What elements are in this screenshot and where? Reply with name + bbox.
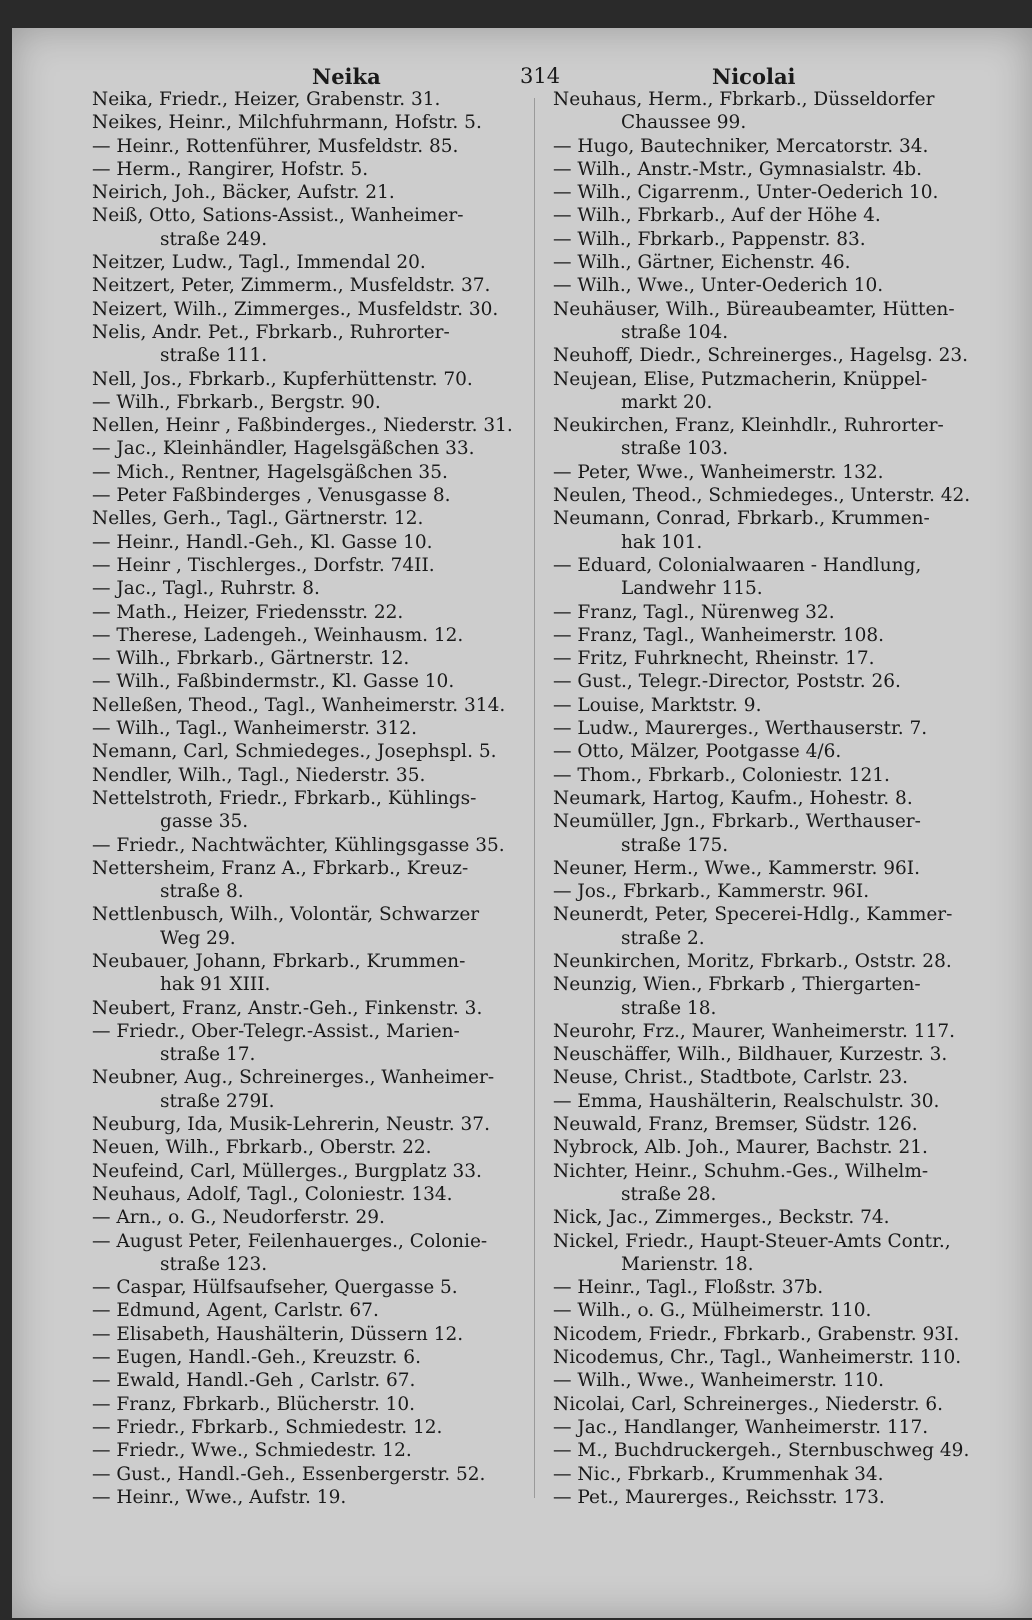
entry-line: Nettersheim, Franz A., Fbrkarb., Kreuz- — [92, 857, 469, 879]
entry-line: Neubauer, Johann, Fbrkarb., Krummen- — [92, 950, 466, 972]
header-last-entry: Nicolai — [712, 64, 796, 89]
entry-line: — Peter, Wwe., Wanheimerstr. 132. — [553, 461, 884, 483]
entry-line: — Edmund, Agent, Carlstr. 67. — [92, 1300, 379, 1322]
entry-line: — M., Buchdruckergeh., Sternbuschweg 49. — [553, 1440, 970, 1462]
entry-line: Neunzig, Wien., Fbrkarb , Thiergarten- — [553, 974, 921, 996]
entry-line: — Heinr , Tischlerges., Dorfstr. 74II. — [92, 554, 435, 576]
entry-line: Neuwald, Franz, Bremser, Südstr. 126. — [553, 1114, 918, 1136]
entry-line: Neuen, Wilh., Fbrkarb., Oberstr. 22. — [92, 1137, 432, 1159]
directory-entry — [92, 1183, 520, 1206]
entry-line: — Wilh., Fbrkarb., Bergstr. 90. — [92, 391, 381, 413]
directory-entry — [92, 88, 520, 111]
directory-entry — [553, 1416, 1003, 1439]
directory-entry — [553, 950, 1003, 973]
entry-line: — Wilh., Tagl., Wanheimerstr. 312. — [92, 718, 417, 740]
entry-continuation-line: Marienstr. 18. — [621, 1253, 754, 1275]
entry-line: Neunkirchen, Moritz, Fbrkarb., Oststr. 28. — [553, 950, 952, 972]
entry-line: Neuner, Herm., Wwe., Kammerstr. 96I. — [553, 857, 920, 879]
entry-line: — Wilh., Wwe., Unter-Oederich 10. — [553, 275, 884, 297]
entry-line: Nick, Jac., Zimmerges., Beckstr. 74. — [553, 1207, 890, 1229]
entry-line: — Arn., o. G., Neudorferstr. 29. — [92, 1207, 385, 1229]
entry-line: — August Peter, Feilenhauerges., Colonie- — [92, 1230, 488, 1252]
directory-entry — [553, 135, 1003, 158]
directory-entry — [92, 1206, 520, 1229]
entry-line: Neirich, Joh., Bäcker, Aufstr. 21. — [92, 182, 395, 204]
directory-entry — [92, 647, 520, 670]
directory-entry — [92, 554, 520, 577]
entry-line: Neizert, Wilh., Zimmerges., Musfeldstr. 30. — [92, 298, 499, 320]
directory-entry — [553, 1346, 1003, 1369]
directory-entry — [92, 1113, 520, 1136]
directory-entry — [553, 1020, 1003, 1043]
entry-line: — Math., Heizer, Friedensstr. 22. — [92, 601, 404, 623]
directory-entry — [553, 764, 1003, 787]
entry-continuation-line: gasse 35. — [160, 811, 249, 833]
entry-continuation-line: Landwehr 115. — [621, 578, 763, 600]
entry-line: — Heinr., Wwe., Aufstr. 19. — [92, 1486, 347, 1508]
entry-continuation-line: markt 20. — [621, 391, 713, 413]
directory-entry — [92, 601, 520, 624]
header-first-entry: Neika — [312, 64, 381, 89]
entry-line: — Jac., Tagl., Ruhrstr. 8. — [92, 578, 320, 600]
entry-line: — Wilh., Gärtner, Eichenstr. 46. — [553, 252, 851, 274]
entry-line: — Peter Faßbinderges , Venusgasse 8. — [92, 485, 451, 507]
directory-entry — [92, 997, 520, 1020]
column-divider — [534, 98, 535, 1498]
directory-entry — [553, 694, 1003, 717]
directory-entry — [553, 1486, 1003, 1509]
directory-entry — [553, 1393, 1003, 1416]
entry-line: — Friedr., Fbrkarb., Schmiedestr. 12. — [92, 1416, 443, 1438]
directory-entry — [92, 857, 520, 904]
entry-line: — Jac., Kleinhändler, Hagelsgäßchen 33. — [92, 438, 475, 460]
directory-entry — [92, 1463, 520, 1486]
directory-entry — [553, 857, 1003, 880]
entry-line: — Nic., Fbrkarb., Krummenhak 34. — [553, 1463, 884, 1485]
directory-entry — [553, 1230, 1003, 1277]
directory-entry — [553, 368, 1003, 415]
entry-line: Nybrock, Alb. Joh., Maurer, Bachstr. 21. — [553, 1137, 928, 1159]
directory-entry — [553, 670, 1003, 693]
entry-line: Neumüller, Jgn., Fbrkarb., Werthauser- — [553, 811, 921, 833]
entry-line: Neumann, Conrad, Fbrkarb., Krummen- — [553, 508, 930, 530]
directory-entry — [92, 1323, 520, 1346]
entry-line: Neukirchen, Franz, Kleinhdlr., Ruhrorter- — [553, 415, 944, 437]
entry-line: — Wilh., o. G., Mülheimerstr. 110. — [553, 1300, 872, 1322]
entry-line: Neubert, Franz, Anstr.-Geh., Finkenstr. 3. — [92, 997, 483, 1019]
directory-entry — [92, 1369, 520, 1392]
directory-entry — [553, 251, 1003, 274]
directory-entry — [553, 740, 1003, 763]
entry-continuation-line: straße 18. — [621, 997, 717, 1019]
entry-line: Nettelstroth, Friedr., Fbrkarb., Kühlings- — [92, 787, 477, 809]
directory-entry — [553, 1160, 1003, 1207]
directory-entry — [92, 764, 520, 787]
entry-line: — Franz, Tagl., Nürenweg 32. — [553, 601, 835, 623]
entry-continuation-line: straße 123. — [160, 1253, 268, 1275]
entry-line: — Mich., Rentner, Hagelsgäßchen 35. — [92, 461, 448, 483]
entry-line: Nemann, Carl, Schmiedeges., Josephspl. 5. — [92, 741, 497, 763]
entry-line: Neuhaus, Adolf, Tagl., Coloniestr. 134. — [92, 1183, 453, 1205]
entry-line: Nell, Jos., Fbrkarb., Kupferhüttenstr. 70. — [92, 368, 473, 390]
entry-line: — Wilh., Wwe., Wanheimerstr. 110. — [553, 1370, 885, 1392]
entry-line: — Fritz, Fuhrknecht, Rheinstr. 17. — [553, 648, 875, 670]
directory-entry — [553, 274, 1003, 297]
entry-line: — Herm., Rangirer, Hofstr. 5. — [92, 158, 369, 180]
entry-line: Neulen, Theod., Schmiedeges., Unterstr. 42. — [553, 485, 971, 507]
entry-continuation-line: straße 8. — [160, 881, 244, 903]
entry-line: Nelles, Gerh., Tagl., Gärtnerstr. 12. — [92, 508, 424, 530]
directory-entry — [92, 135, 520, 158]
entry-line: — Jac., Handlanger, Wanheimerstr. 117. — [553, 1416, 929, 1438]
entry-line: Neumark, Hartog, Kaufm., Hohestr. 8. — [553, 787, 913, 809]
directory-entry — [92, 670, 520, 693]
directory-entry — [92, 298, 520, 321]
directory-entry — [553, 344, 1003, 367]
entry-line: Neuhoff, Diedr., Schreinerges., Hagelsg. 23. — [553, 345, 969, 367]
entry-line: Neuhäuser, Wilh., Büreaubeamter, Hütten- — [553, 298, 955, 320]
entry-continuation-line: straße 104. — [621, 321, 729, 343]
directory-entry — [92, 204, 520, 251]
directory-entry — [553, 624, 1003, 647]
right-column — [553, 88, 1003, 1509]
entry-line: — Franz, Fbrkarb., Blücherstr. 10. — [92, 1393, 416, 1415]
directory-entry — [92, 274, 520, 297]
entry-line: — Thom., Fbrkarb., Coloniestr. 121. — [553, 764, 890, 786]
directory-entry — [553, 1369, 1003, 1392]
directory-entry — [92, 484, 520, 507]
entry-continuation-line: straße 175. — [621, 834, 729, 856]
left-column — [92, 88, 520, 1509]
directory-entry — [92, 321, 520, 368]
directory-entry — [92, 1299, 520, 1322]
entry-line: — Otto, Mälzer, Pootgasse 4/6. — [553, 741, 842, 763]
directory-entry — [553, 554, 1003, 601]
entry-line: Neuhaus, Herm., Fbrkarb., Düsseldorfer — [553, 89, 935, 110]
entry-line: — Wilh., Fbrkarb., Auf der Höhe 4. — [553, 205, 881, 227]
directory-entry — [92, 950, 520, 997]
directory-entry — [92, 391, 520, 414]
page-header — [12, 48, 1032, 88]
directory-entry — [553, 1439, 1003, 1462]
directory-entry — [553, 1043, 1003, 1066]
entry-line: — Friedr., Ober-Telegr.-Assist., Marien- — [92, 1020, 460, 1042]
entry-continuation-line: hak 91 XIII. — [160, 974, 271, 996]
entry-line: — Heinr., Tagl., Floßstr. 37b. — [553, 1277, 824, 1299]
entry-continuation-line: straße 17. — [160, 1044, 256, 1066]
entry-continuation-line: straße 111. — [160, 345, 268, 367]
directory-entry — [92, 1346, 520, 1369]
entry-line: Nellen, Heinr , Faßbinderges., Niederstr. 31. — [92, 415, 513, 437]
entry-line: — Caspar, Hülfsaufseher, Quergasse 5. — [92, 1277, 458, 1299]
directory-entry — [92, 787, 520, 834]
entry-continuation-line: straße 249. — [160, 228, 268, 250]
directory-entry — [92, 1393, 520, 1416]
entry-continuation-line: Weg 29. — [160, 927, 236, 949]
entry-line: Nichter, Heinr., Schuhm.-Ges., Wilhelm- — [553, 1160, 929, 1182]
directory-entry — [92, 577, 520, 600]
entry-line: Neuburg, Ida, Musik-Lehrerin, Neustr. 37. — [92, 1114, 490, 1136]
entry-line: — Friedr., Nachtwächter, Kühlingsgasse 35. — [92, 834, 505, 856]
directory-entry — [92, 624, 520, 647]
entry-continuation-line: straße 28. — [621, 1183, 717, 1205]
directory-entry — [92, 903, 520, 950]
entry-line: Neurohr, Frz., Maurer, Wanheimerstr. 117. — [553, 1020, 955, 1042]
entry-line: Neika, Friedr., Heizer, Grabenstr. 31. — [92, 89, 441, 110]
entry-line: — Jos., Fbrkarb., Kammerstr. 96I. — [553, 881, 870, 903]
directory-entry — [92, 251, 520, 274]
entry-line: — Therese, Ladengeh., Weinhausm. 12. — [92, 624, 464, 646]
directory-entry — [92, 694, 520, 717]
directory-entry — [92, 368, 520, 391]
entry-line: — Friedr., Wwe., Schmiedestr. 12. — [92, 1440, 412, 1462]
entry-line: Nelleßen, Theod., Tagl., Wanheimerstr. 314. — [92, 694, 506, 716]
entry-line: Neubner, Aug., Schreinerges., Wanheimer- — [92, 1067, 495, 1089]
directory-entry — [92, 1276, 520, 1299]
entry-line: Nendler, Wilh., Tagl., Niederstr. 35. — [92, 764, 426, 786]
entry-line: Neikes, Heinr., Milchfuhrmann, Hofstr. 5. — [92, 112, 482, 134]
directory-entry — [92, 437, 520, 460]
directory-entry — [553, 181, 1003, 204]
directory-entry — [553, 228, 1003, 251]
directory-entry — [92, 1439, 520, 1462]
entry-line: Nicodemus, Chr., Tagl., Wanheimerstr. 110. — [553, 1347, 962, 1369]
entry-line: — Wilh., Fbrkarb., Pappenstr. 83. — [553, 228, 866, 250]
entry-line: — Pet., Maurerges., Reichsstr. 173. — [553, 1486, 885, 1508]
entry-line: Neiß, Otto, Sations-Assist., Wanheimer- — [92, 205, 464, 227]
directory-entry — [553, 1113, 1003, 1136]
directory-entry — [553, 414, 1003, 461]
entry-line: — Louise, Marktstr. 9. — [553, 694, 762, 716]
directory-entry — [553, 880, 1003, 903]
directory-entry — [92, 111, 520, 134]
entry-line: — Hugo, Bautechniker, Mercatorstr. 34. — [553, 135, 929, 157]
directory-entry — [92, 507, 520, 530]
entry-line: — Ewald, Handl.-Geh , Carlstr. 67. — [92, 1370, 416, 1392]
entry-line: Nickel, Friedr., Haupt-Steuer-Amts Contr., — [553, 1230, 951, 1252]
directory-entry — [92, 1066, 520, 1113]
entry-line: Neujean, Elise, Putzmacherin, Knüppel- — [553, 368, 928, 390]
directory-entry — [92, 1486, 520, 1509]
directory-entry — [553, 717, 1003, 740]
directory-entry — [553, 1299, 1003, 1322]
directory-entry — [92, 414, 520, 437]
directory-entry — [92, 717, 520, 740]
directory-entry — [553, 601, 1003, 624]
directory-entry — [92, 1230, 520, 1277]
entry-line: — Gust., Telegr.-Director, Poststr. 26. — [553, 671, 901, 693]
entry-line: — Wilh., Faßbindermstr., Kl. Gasse 10. — [92, 671, 455, 693]
entry-line: — Wilh., Anstr.-Mstr., Gymnasialstr. 4b. — [553, 158, 922, 180]
entry-line: — Eugen, Handl.-Geh., Kreuzstr. 6. — [92, 1347, 421, 1369]
entry-line: Nicolai, Carl, Schreinerges., Niederstr. 6. — [553, 1393, 944, 1415]
entry-line: Nicodem, Friedr., Fbrkarb., Grabenstr. 93I. — [553, 1323, 960, 1345]
directory-entry — [553, 787, 1003, 810]
directory-entry — [92, 1020, 520, 1067]
entry-line: — Heinr., Handl.-Geh., Kl. Gasse 10. — [92, 531, 433, 553]
directory-entry — [553, 1463, 1003, 1486]
directory-entry — [92, 461, 520, 484]
directory-entry — [553, 298, 1003, 345]
entry-continuation-line: straße 103. — [621, 438, 729, 460]
directory-entry — [92, 531, 520, 554]
entry-line: — Emma, Haushälterin, Realschulstr. 30. — [553, 1090, 940, 1112]
entry-line: — Gust., Handl.-Geh., Essenbergerstr. 52. — [92, 1463, 486, 1485]
directory-entry — [553, 1206, 1003, 1229]
directory-entry — [92, 1160, 520, 1183]
directory-entry — [553, 810, 1003, 857]
entry-continuation-line: hak 101. — [621, 531, 703, 553]
directory-entry — [553, 88, 1003, 135]
page-number: 314 — [520, 64, 561, 88]
directory-entry — [92, 740, 520, 763]
directory-entry — [553, 1323, 1003, 1346]
entry-line: Neuse, Christ., Stadtbote, Carlstr. 23. — [553, 1067, 909, 1089]
entry-line: Neufeind, Carl, Müllerges., Burgplatz 33. — [92, 1160, 482, 1182]
directory-entry — [553, 461, 1003, 484]
entry-line: — Eduard, Colonialwaaren - Handlung, — [553, 554, 922, 576]
directory-entry — [92, 158, 520, 181]
directory-entry — [553, 507, 1003, 554]
entry-line: — Elisabeth, Haushälterin, Düssern 12. — [92, 1323, 464, 1345]
directory-entry — [553, 484, 1003, 507]
entry-line: Neitzert, Peter, Zimmerm., Musfeldstr. 37. — [92, 275, 491, 297]
entry-continuation-line: Chaussee 99. — [621, 112, 747, 134]
entry-line: Neunerdt, Peter, Specerei-Hdlg., Kammer- — [553, 904, 953, 926]
directory-entry — [553, 1066, 1003, 1089]
directory-entry — [553, 158, 1003, 181]
directory-entry — [553, 1276, 1003, 1299]
entry-line: — Franz, Tagl., Wanheimerstr. 108. — [553, 624, 885, 646]
entry-line: Neuschäffer, Wilh., Bildhauer, Kurzestr. 3. — [553, 1044, 948, 1066]
directory-page — [12, 28, 1032, 1618]
directory-entry — [92, 834, 520, 857]
entry-line: — Ludw., Maurerges., Werthauserstr. 7. — [553, 718, 928, 740]
directory-entry — [553, 973, 1003, 1020]
entry-continuation-line: straße 279I. — [160, 1090, 275, 1112]
entry-line: — Heinr., Rottenführer, Musfeldstr. 85. — [92, 135, 459, 157]
entry-line: Nettlenbusch, Wilh., Volontär, Schwarzer — [92, 904, 480, 926]
entry-line: — Wilh., Cigarrenm., Unter-Oederich 10. — [553, 182, 939, 204]
directory-entry — [553, 903, 1003, 950]
directory-entry — [92, 181, 520, 204]
directory-entry — [553, 204, 1003, 227]
entry-line: — Wilh., Fbrkarb., Gärtnerstr. 12. — [92, 648, 410, 670]
directory-entry — [92, 1416, 520, 1439]
directory-entry — [553, 647, 1003, 670]
entry-continuation-line: straße 2. — [621, 927, 705, 949]
directory-entry — [92, 1136, 520, 1159]
entry-line: Neitzer, Ludw., Tagl., Immendal 20. — [92, 252, 426, 274]
entry-line: Nelis, Andr. Pet., Fbrkarb., Ruhrorter- — [92, 321, 450, 343]
directory-entry — [553, 1090, 1003, 1113]
directory-entry — [553, 1136, 1003, 1159]
